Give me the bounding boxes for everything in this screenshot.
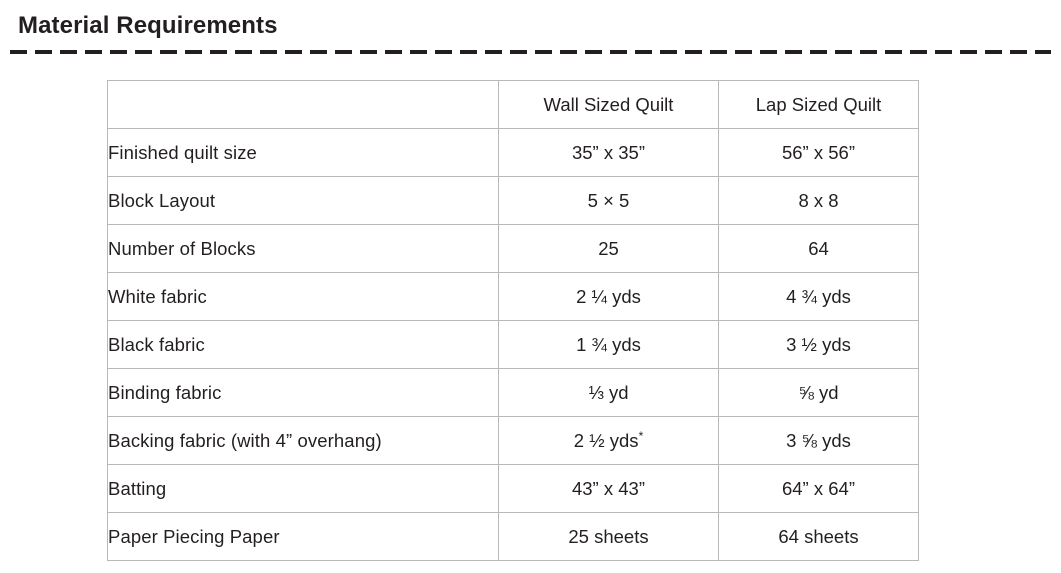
dashed-divider [10, 50, 1051, 54]
row-value-lap: 56” x 56” [719, 129, 919, 177]
column-header-blank [108, 81, 499, 129]
row-value-lap: 4 ¾ yds [719, 273, 919, 321]
row-value-lap: 3 ⅝ yds [719, 417, 919, 465]
row-value-wall-text: 2 ½ yds [573, 429, 639, 451]
row-label: Backing fabric (with 4” overhang) [108, 417, 499, 465]
column-header-wall-sized-quilt: Wall Sized Quilt [499, 81, 719, 129]
footnote-marker: * [638, 428, 644, 443]
row-label: Number of Blocks [108, 225, 499, 273]
table-header-row [108, 81, 919, 129]
row-value-wall: 25 sheets [499, 513, 719, 561]
row-value-wall: 35” x 35” [499, 129, 719, 177]
table-row [108, 417, 919, 465]
table-body [108, 129, 919, 561]
table-row [108, 513, 919, 561]
table-row [108, 369, 919, 417]
row-label: Binding fabric [108, 369, 499, 417]
row-value-wall: 5 × 5 [499, 177, 719, 225]
row-value-wall: 25 [499, 225, 719, 273]
row-value-lap: 64” x 64” [719, 465, 919, 513]
row-label: Paper Piecing Paper [108, 513, 499, 561]
table-row [108, 273, 919, 321]
row-value-wall [499, 417, 719, 465]
table-row [108, 129, 919, 177]
row-value-lap: 64 sheets [719, 513, 919, 561]
row-value-wall: 43” x 43” [499, 465, 719, 513]
row-label: Black fabric [108, 321, 499, 369]
table-row [108, 465, 919, 513]
row-value-lap: 3 ½ yds [719, 321, 919, 369]
table-header [108, 81, 919, 129]
row-value-wall: ⅓ yd [499, 369, 719, 417]
row-value-lap: 8 x 8 [719, 177, 919, 225]
material-requirements-table-container [107, 80, 918, 561]
row-label: White fabric [108, 273, 499, 321]
page-title: Material Requirements [18, 12, 278, 39]
table-row [108, 321, 919, 369]
row-label: Finished quilt size [108, 129, 499, 177]
column-header-lap-sized-quilt: Lap Sized Quilt [719, 81, 919, 129]
row-value-wall: 1 ¾ yds [499, 321, 719, 369]
table-row [108, 225, 919, 273]
table-row [108, 177, 919, 225]
row-label: Batting [108, 465, 499, 513]
material-requirements-table [107, 80, 919, 561]
row-value-lap: 64 [719, 225, 919, 273]
row-value-wall: 2 ¼ yds [499, 273, 719, 321]
row-value-lap: ⅝ yd [719, 369, 919, 417]
row-label: Block Layout [108, 177, 499, 225]
